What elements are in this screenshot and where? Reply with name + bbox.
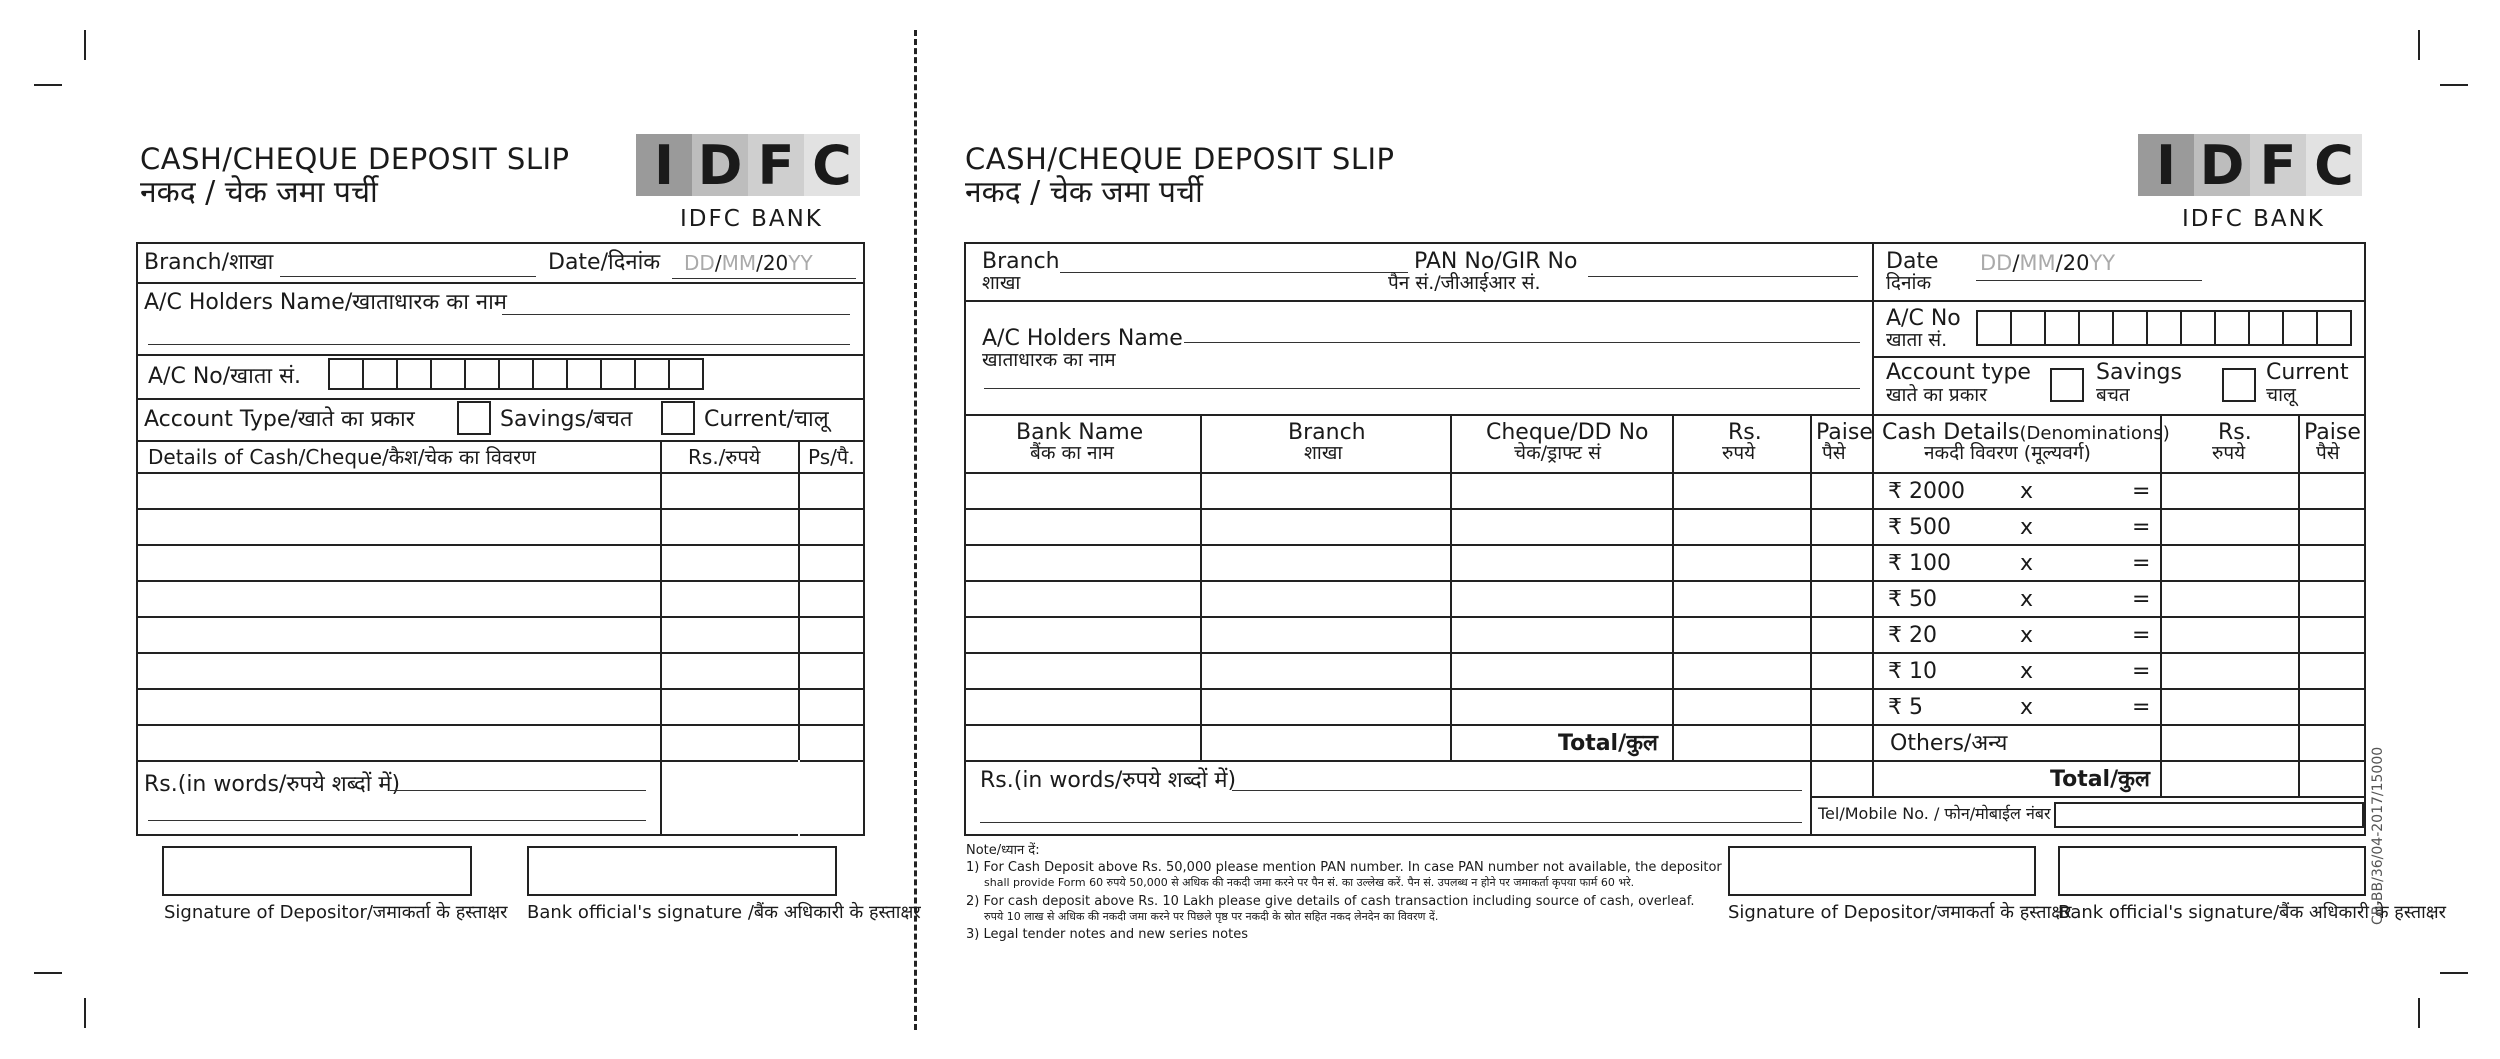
table-row [964,652,2366,654]
date-dd: DD [684,251,715,275]
table-row [964,616,2366,618]
col-cheque-no-hindi: चेक/ड्राफ्ट सं [1514,442,1602,464]
savings-label: Savings/बचत [500,407,633,432]
amount-words-field[interactable] [390,790,646,791]
col-cash-rs-hindi: रुपये [2212,442,2246,464]
date-label: Date/दिनांक [548,250,661,275]
depositor-signature-label: Signature of Depositor/जमाकर्ता के हस्ताक्षर [164,902,508,923]
denomination-5: ₹ 5 [1888,695,1923,720]
col-branch: Branch [1288,420,1366,445]
note-1-cont: shall provide Form 60 रुपये 50,000 से अधिक की नकदी जमा करने पर पैन सं. का उल्लेख करें. पैन सं. उपलब्ध न होने पर जमाकर्ता कृपया फार्म 60 भरे. [984,876,1635,889]
crop-mark [2440,84,2468,86]
col-rs-hindi: रुपये [1722,442,1756,464]
holder-name-label-hindi: खाताधारक का नाम [982,349,1116,371]
col-bank-name-hindi: बैंक का नाम [1030,442,1114,464]
account-type-label-hindi: खाते का प्रकार [1886,384,1987,406]
holder-name-field[interactable] [1184,342,1860,343]
crop-mark [84,998,86,1028]
bank-name: IDFC BANK [2182,206,2325,232]
logo-letter: I [653,133,675,197]
pan-label: PAN No/GIR No [1414,249,1578,274]
crop-mark [84,30,86,60]
note-1: 1) For Cash Deposit above Rs. 50,000 please mention PAN number. In case PAN number not available, the depositor [966,860,1722,875]
crop-mark [2418,998,2420,1028]
note-3: 3) Legal tender notes and new series notes [966,927,1248,942]
current-label: Current [2266,360,2349,385]
table-row [964,760,2366,762]
denomination-2000: ₹ 2000 [1888,479,1965,504]
denomination-10: ₹ 10 [1888,659,1937,684]
logo-letter: D [2199,133,2245,197]
table-row [1810,796,2366,798]
logo-letter: F [2259,133,2297,197]
holder-name-field-2[interactable] [984,388,1860,389]
table-row [136,616,865,618]
table-row [136,508,865,510]
table-row [964,580,2366,582]
account-type-label: Account Type/खाते का प्रकार [144,407,415,432]
col-paise: Paise [1816,420,1873,445]
current-checkbox[interactable] [661,401,695,435]
crop-mark [2440,972,2468,974]
col-paise-hindi: पैसे [1822,442,1846,464]
logo-letter: C [2314,133,2354,197]
bank-name: IDFC BANK [680,206,823,232]
ps-header: Ps/पै. [808,445,855,469]
denomination-500: ₹ 500 [1888,515,1951,540]
amount-words-label: Rs.(in words/रुपये शब्दों में) [980,768,1237,793]
bank-signature-label: Bank official's signature/बैंक अधिकारी के हस्ताक्षर [2058,902,2447,923]
table-row [964,544,2366,546]
savings-label: Savings [2096,360,2182,385]
branch-field[interactable] [280,276,536,277]
details-header: Details of Cash/Cheque/कैश/चेक का विवरण [148,445,536,469]
col-rs: Rs. [1728,420,1762,445]
col-cash-rs: Rs. [2218,420,2252,445]
logo-letter: C [812,133,852,197]
table-row [964,508,2366,510]
table-row [964,688,2366,690]
date-dd: DD [1980,251,2013,275]
branch-label-hindi: शाखा [982,272,1021,294]
current-label-hindi: चालू [2266,384,2296,406]
rs-header: Rs./रुपये [688,445,761,469]
slip-title-hindi: नकद / चेक जमा पर्ची [140,175,378,210]
table-row [136,688,865,690]
crop-mark [2418,30,2420,60]
table-row [136,544,865,546]
branch-label: Branch [982,249,1060,274]
holder-name-label: A/C Holders Name/खाताधारक का नाम [144,290,507,315]
ac-no-boxes[interactable] [328,358,704,390]
holder-name-field-2[interactable] [148,344,850,345]
col-cash-details-hindi: नकदी विवरण (मूल्यवर्ग) [1924,442,2091,464]
amount-words-field[interactable] [1232,790,1802,791]
logo-letter: D [697,133,743,197]
ac-no-label: A/C No [1886,306,1961,331]
date-yy: YY [2089,251,2116,275]
denomination-100: ₹ 100 [1888,551,1951,576]
ac-no-boxes[interactable] [1976,310,2352,346]
table-row [136,724,865,726]
date-yy: YY [788,251,813,275]
slip-title: CASH/CHEQUE DEPOSIT SLIP [965,142,1395,176]
notes-title: Note/ध्यान दें: [966,843,1040,858]
denomination-50: ₹ 50 [1888,587,1937,612]
table-row [136,472,865,474]
branch-field[interactable] [1060,272,1408,273]
note-2: 2) For cash deposit above Rs. 10 Lakh please give details of cash transaction including source of cash, overleaf. [966,894,1695,909]
table-row [964,724,2366,726]
date-field[interactable]: DD/MM/20YY [684,251,813,275]
savings-checkbox[interactable] [2050,368,2084,402]
amount-words-field-2[interactable] [980,822,1802,823]
holder-name-label: A/C Holders Name [982,326,1183,351]
depositor-signature-label: Signature of Depositor/जमाकर्ता के हस्ताक्षर [1728,902,2072,923]
savings-label-hindi: बचत [2096,384,2130,406]
logo-letter: F [757,133,795,197]
tel-label: Tel/Mobile No. / फोन/मोबाईल नंबर [1818,804,2051,823]
date-label: Date [1886,249,1939,274]
amount-words-field-2[interactable] [148,820,646,821]
table-row [136,652,865,654]
table-row [136,760,865,762]
savings-checkbox[interactable] [457,401,491,435]
depositor-signature-box[interactable] [162,846,472,896]
col-bank-name: Bank Name [1016,420,1144,445]
amount-words-label: Rs.(in words/रुपये शब्दों में) [144,772,401,797]
denomination-20: ₹ 20 [1888,623,1937,648]
current-checkbox[interactable] [2222,368,2256,402]
pan-field[interactable] [1588,276,1858,277]
ac-no-label: A/C No/खाता सं. [148,364,301,389]
note-2-cont: रुपये 10 लाख से अधिक की नकदी जमा करने पर पिछले पृष्ठ पर नकदी के स्रोत सहित नकद लेनदेन का विवरण दें. [984,910,1439,923]
account-type-label: Account type [1886,360,2031,385]
branch-label: Branch/शाखा [144,250,274,275]
date-label-hindi: दिनांक [1886,272,1932,294]
cash-total-label: Total/कुल [2050,767,2150,792]
col-cash-paise-hindi: पैसे [2316,442,2340,464]
col-cash-details: Cash Details(Denominations) [1882,420,2170,445]
date-mm: MM [2019,251,2056,275]
bank-signature-box[interactable] [2058,846,2366,896]
counterfoil-form [136,242,865,836]
date-mm: MM [721,251,757,275]
pan-label-hindi: पैन सं./जीआईआर सं. [1388,272,1541,294]
cheque-total-label: Total/कुल [1558,731,1658,756]
others-label: Others/अन्य [1890,731,2008,756]
holder-name-field[interactable] [502,314,850,315]
bank-signature-box[interactable] [527,846,837,896]
crop-mark [34,972,62,974]
logo-letter: I [2155,133,2177,197]
slip-title: CASH/CHEQUE DEPOSIT SLIP [140,142,570,176]
ac-no-label-hindi: खाता सं. [1886,329,1948,351]
col-cash-paise: Paise [2304,420,2361,445]
table-row [136,580,865,582]
perforation-line [914,30,917,1030]
crop-mark [34,84,62,86]
date-field[interactable]: DD/MM/20YY [1980,251,2116,275]
col-branch-hindi: शाखा [1304,442,1343,464]
bank-signature-label: Bank official's signature /बैंक अधिकारी के हस्ताक्षर [527,902,921,923]
tel-field[interactable] [2054,802,2364,828]
slip-title-hindi: नकद / चेक जमा पर्ची [965,175,1203,210]
form-code: CB-BB/36/04-2017/15000 [2370,746,2386,925]
col-cheque-no: Cheque/DD No [1486,420,1649,445]
current-label: Current/चालू [704,407,829,432]
depositor-signature-box[interactable] [1728,846,2036,896]
